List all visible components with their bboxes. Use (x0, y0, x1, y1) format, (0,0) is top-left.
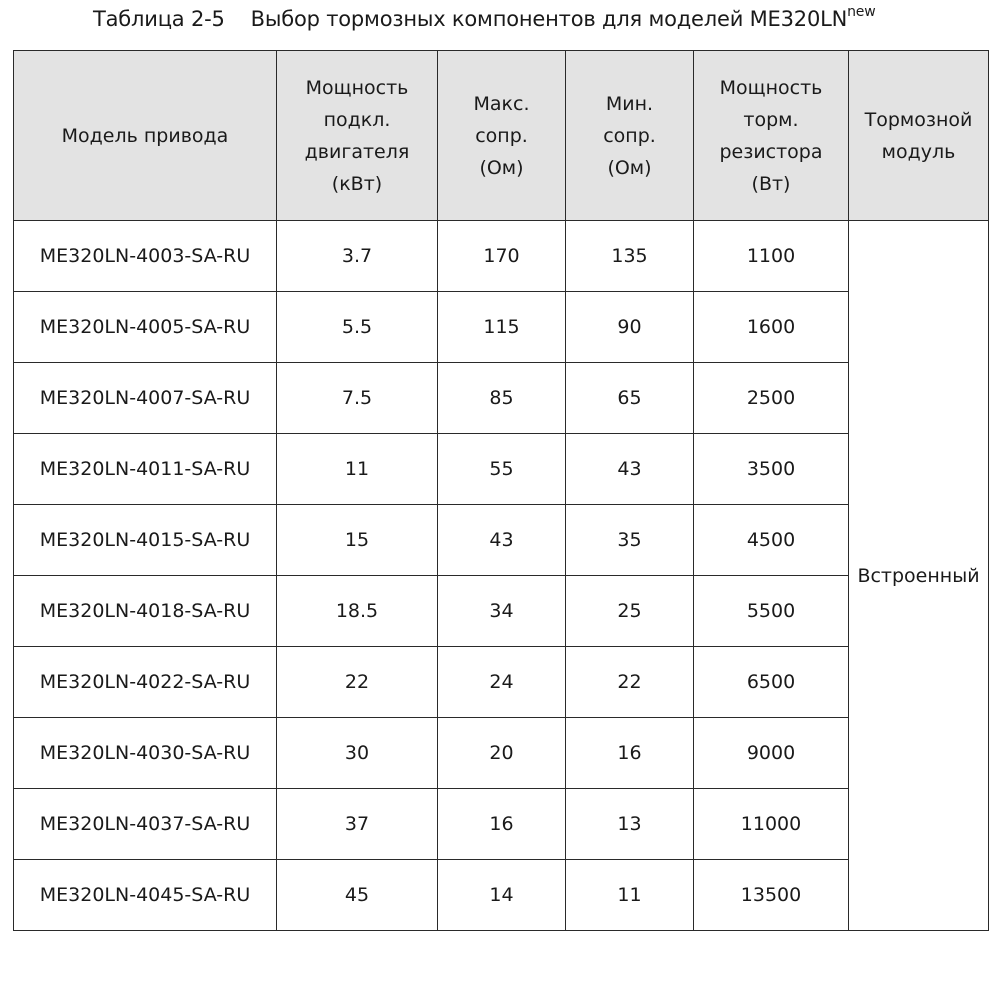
cell-min-resistance: 13 (566, 789, 694, 860)
table-row (14, 505, 989, 576)
cell-motor-power: 3.7 (277, 221, 438, 292)
cell-max-resistance: 20 (438, 718, 566, 789)
table-row (14, 789, 989, 860)
cell-min-resistance: 25 (566, 576, 694, 647)
cell-min-resistance: 43 (566, 434, 694, 505)
table-row (14, 647, 989, 718)
cell-resistor-power: 5500 (694, 576, 849, 647)
cell-max-resistance: 24 (438, 647, 566, 718)
cell-resistor-power: 3500 (694, 434, 849, 505)
cell-motor-power: 22 (277, 647, 438, 718)
header-min-resistance: Мин. сопр. (Ом) (566, 51, 694, 221)
cell-min-resistance: 35 (566, 505, 694, 576)
cell-brake-module: Встроенный (849, 221, 989, 931)
cell-motor-power: 11 (277, 434, 438, 505)
cell-resistor-power: 1600 (694, 292, 849, 363)
cell-drive-model: ME320LN-4045-SA-RU (14, 860, 277, 931)
cell-min-resistance: 22 (566, 647, 694, 718)
cell-max-resistance: 170 (438, 221, 566, 292)
cell-drive-model: ME320LN-4037-SA-RU (14, 789, 277, 860)
cell-max-resistance: 14 (438, 860, 566, 931)
cell-max-resistance: 34 (438, 576, 566, 647)
cell-min-resistance: 90 (566, 292, 694, 363)
cell-motor-power: 7.5 (277, 363, 438, 434)
cell-max-resistance: 43 (438, 505, 566, 576)
cell-motor-power: 18.5 (277, 576, 438, 647)
cell-drive-model: ME320LN-4011-SA-RU (14, 434, 277, 505)
cell-min-resistance: 65 (566, 363, 694, 434)
cell-resistor-power: 9000 (694, 718, 849, 789)
cell-drive-model: ME320LN-4018-SA-RU (14, 576, 277, 647)
table-row (14, 576, 989, 647)
cell-drive-model: ME320LN-4015-SA-RU (14, 505, 277, 576)
cell-max-resistance: 115 (438, 292, 566, 363)
cell-resistor-power: 6500 (694, 647, 849, 718)
header-brake-resistor-power: Мощность торм. резистора (Вт) (694, 51, 849, 221)
cell-min-resistance: 16 (566, 718, 694, 789)
cell-resistor-power: 2500 (694, 363, 849, 434)
brake-components-table (13, 50, 989, 931)
title-superscript: new (847, 4, 876, 20)
table-row (14, 221, 989, 292)
cell-motor-power: 15 (277, 505, 438, 576)
cell-motor-power: 30 (277, 718, 438, 789)
header-max-resistance: Макс. сопр. (Ом) (438, 51, 566, 221)
cell-max-resistance: 16 (438, 789, 566, 860)
table-title: Выбор тормозных компонентов для моделей ME320LN (250, 7, 848, 31)
header-drive-model: Модель привода (14, 51, 277, 221)
cell-drive-model: ME320LN-4007-SA-RU (14, 363, 277, 434)
cell-motor-power: 37 (277, 789, 438, 860)
cell-drive-model: ME320LN-4003-SA-RU (14, 221, 277, 292)
cell-drive-model: ME320LN-4030-SA-RU (14, 718, 277, 789)
cell-drive-model: ME320LN-4005-SA-RU (14, 292, 277, 363)
header-row (14, 51, 989, 221)
cell-resistor-power: 1100 (694, 221, 849, 292)
table-row (14, 718, 989, 789)
cell-min-resistance: 135 (566, 221, 694, 292)
cell-max-resistance: 55 (438, 434, 566, 505)
cell-resistor-power: 4500 (694, 505, 849, 576)
table-row (14, 363, 989, 434)
cell-resistor-power: 11000 (694, 789, 849, 860)
cell-min-resistance: 11 (566, 860, 694, 931)
cell-resistor-power: 13500 (694, 860, 849, 931)
table-caption (93, 6, 875, 31)
cell-drive-model: ME320LN-4022-SA-RU (14, 647, 277, 718)
table-row (14, 292, 989, 363)
header-brake-module: Тормозной модуль (849, 51, 989, 221)
header-motor-power: Мощность подкл. двигателя (кВт) (277, 51, 438, 221)
cell-motor-power: 45 (277, 860, 438, 931)
cell-max-resistance: 85 (438, 363, 566, 434)
table-row (14, 434, 989, 505)
table-number: Таблица 2-5 (93, 7, 225, 31)
table-row (14, 860, 989, 931)
cell-motor-power: 5.5 (277, 292, 438, 363)
